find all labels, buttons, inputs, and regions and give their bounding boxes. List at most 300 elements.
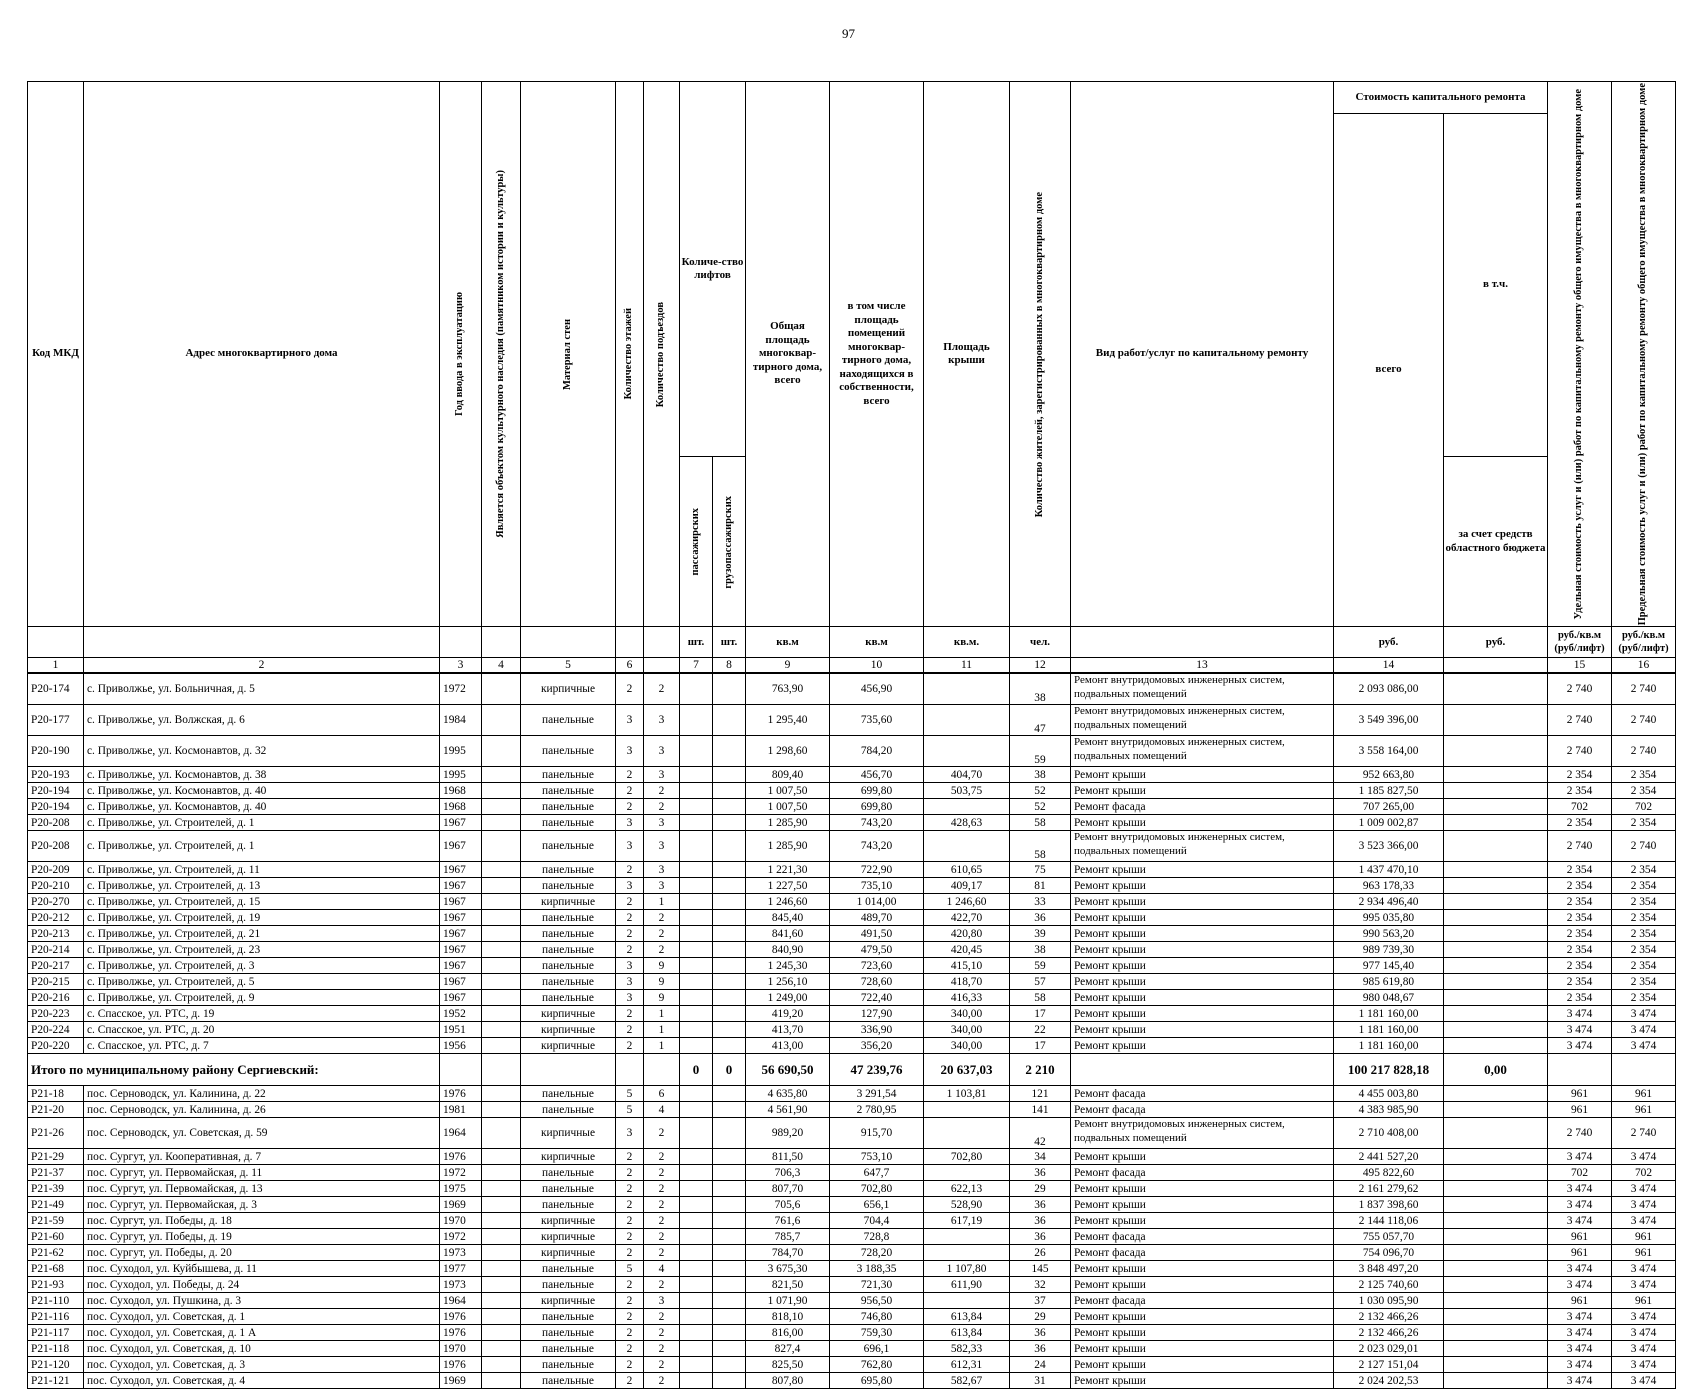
cell-residents: 22 bbox=[1010, 1022, 1071, 1038]
total-lifts-passenger: 0 bbox=[680, 1054, 713, 1086]
cell-max-cost: 3 474 bbox=[1612, 1038, 1676, 1054]
cell-total-area: 1 007,50 bbox=[746, 799, 830, 815]
cell-lifts-cargo bbox=[713, 974, 746, 990]
cell-wall-material: панельные bbox=[521, 942, 616, 958]
table-row bbox=[28, 673, 1676, 705]
col-max-cost-header: Предельная стоимость услуг и (или) работ по капитальному ремонту общего имущества в многоквартирном доме bbox=[1612, 82, 1676, 627]
cell-entrances: 2 bbox=[644, 1309, 680, 1325]
cell-entrances: 2 bbox=[644, 1373, 680, 1389]
cell-max-cost: 3 474 bbox=[1612, 1357, 1676, 1373]
cell-max-cost: 961 bbox=[1612, 1245, 1676, 1261]
cell-roof-area: 404,70 bbox=[924, 767, 1010, 783]
cell-work-type: Ремонт крыши bbox=[1071, 1357, 1334, 1373]
cell-entrances: 2 bbox=[644, 1213, 680, 1229]
cell-owned-area: 743,20 bbox=[830, 831, 924, 862]
cell-address: пос. Сургут, ул. Победы, д. 19 bbox=[84, 1229, 440, 1245]
cell-lifts-cargo bbox=[713, 1149, 746, 1165]
cell-max-cost: 3 474 bbox=[1612, 1197, 1676, 1213]
cell-residents: 52 bbox=[1010, 783, 1071, 799]
cell-total-area: 1 285,90 bbox=[746, 815, 830, 831]
table-row bbox=[28, 1197, 1676, 1213]
cell-total-area: 841,60 bbox=[746, 926, 830, 942]
cell-lifts-cargo bbox=[713, 1245, 746, 1261]
cell-entrances: 2 bbox=[644, 1245, 680, 1261]
cell-cost-total: 995 035,80 bbox=[1334, 910, 1444, 926]
cell-floors: 2 bbox=[616, 926, 644, 942]
cell-roof-area: 1 107,80 bbox=[924, 1261, 1010, 1277]
cell-mkd-code: Р21-62 bbox=[28, 1245, 84, 1261]
cell-lifts-passenger bbox=[680, 1149, 713, 1165]
cell-lifts-cargo bbox=[713, 1341, 746, 1357]
cell-work-type: Ремонт крыши bbox=[1071, 926, 1334, 942]
cell-entrances: 3 bbox=[644, 767, 680, 783]
cell-address: с. Приволжье, ул. Больничная, д. 5 bbox=[84, 673, 440, 705]
cell-cost-total: 2 161 279,62 bbox=[1334, 1181, 1444, 1197]
table-row bbox=[28, 1357, 1676, 1373]
cell-lifts-passenger bbox=[680, 1357, 713, 1373]
cell-owned-area: 762,80 bbox=[830, 1357, 924, 1373]
cell-address: с. Приволжье, ул. Волжская, д. 6 bbox=[84, 705, 440, 736]
cell-entrances: 2 bbox=[644, 1165, 680, 1181]
cell-residents: 37 bbox=[1010, 1293, 1071, 1309]
cell-entrances: 3 bbox=[644, 705, 680, 736]
cell-mkd-code: Р20-193 bbox=[28, 767, 84, 783]
cell-entrances: 2 bbox=[644, 1149, 680, 1165]
cell-roof-area: 340,00 bbox=[924, 1006, 1010, 1022]
cell-cost-total: 977 145,40 bbox=[1334, 958, 1444, 974]
cell-residents: 36 bbox=[1010, 1325, 1071, 1341]
cell-lifts-passenger bbox=[680, 1022, 713, 1038]
cell-mkd-code: Р21-18 bbox=[28, 1086, 84, 1102]
cell-lifts-passenger bbox=[680, 862, 713, 878]
cell-floors: 2 bbox=[616, 894, 644, 910]
cell-total-area: 1 007,50 bbox=[746, 783, 830, 799]
cell-owned-area: 489,70 bbox=[830, 910, 924, 926]
cell-lifts-cargo bbox=[713, 958, 746, 974]
cell-floors: 2 bbox=[616, 767, 644, 783]
cell-work-type: Ремонт внутридомовых инженерных систем, подвальных помещений bbox=[1071, 831, 1334, 862]
cell-roof-area: 415,10 bbox=[924, 958, 1010, 974]
cell-owned-area: 728,8 bbox=[830, 1229, 924, 1245]
cell-mkd-code: Р20-223 bbox=[28, 1006, 84, 1022]
cell-entrances: 3 bbox=[644, 831, 680, 862]
cell-wall-material: кирпичные bbox=[521, 1245, 616, 1261]
cell-max-cost: 3 474 bbox=[1612, 1309, 1676, 1325]
cell-total-area: 763,90 bbox=[746, 673, 830, 705]
cell-heritage bbox=[482, 1277, 521, 1293]
col-cost-regional-header: за счет средств областного бюджета bbox=[1444, 457, 1548, 627]
cell-lifts-cargo bbox=[713, 910, 746, 926]
cell-lifts-cargo bbox=[713, 942, 746, 958]
cell-residents: 36 bbox=[1010, 1341, 1071, 1357]
cell-max-cost: 2 354 bbox=[1612, 862, 1676, 878]
cell-max-cost: 2 354 bbox=[1612, 990, 1676, 1006]
cell-roof-area bbox=[924, 1118, 1010, 1149]
cell-work-type: Ремонт крыши bbox=[1071, 894, 1334, 910]
cell-year-built: 1972 bbox=[440, 1229, 482, 1245]
cell-owned-area: 647,7 bbox=[830, 1165, 924, 1181]
cell-mkd-code: Р20-214 bbox=[28, 942, 84, 958]
cell-heritage bbox=[482, 1213, 521, 1229]
cell-residents: 52 bbox=[1010, 799, 1071, 815]
cell-address: с. Приволжье, ул. Строителей, д. 23 bbox=[84, 942, 440, 958]
cell-unit-cost: 3 474 bbox=[1548, 1213, 1612, 1229]
cell-address: пос. Суходол, ул. Куйбышева, д. 11 bbox=[84, 1261, 440, 1277]
table-row bbox=[28, 1245, 1676, 1261]
cell-address: с. Приволжье, ул. Космонавтов, д. 38 bbox=[84, 767, 440, 783]
cell-cost-regional bbox=[1444, 1213, 1548, 1229]
cell-work-type: Ремонт фасада bbox=[1071, 1086, 1334, 1102]
cell-residents: 17 bbox=[1010, 1038, 1071, 1054]
cell-entrances: 1 bbox=[644, 1022, 680, 1038]
cell-mkd-code: Р21-49 bbox=[28, 1197, 84, 1213]
cell-lifts-passenger bbox=[680, 942, 713, 958]
table-row bbox=[28, 1022, 1676, 1038]
table-row bbox=[28, 1293, 1676, 1309]
cell-owned-area: 695,80 bbox=[830, 1373, 924, 1389]
cell-unit-cost: 961 bbox=[1548, 1245, 1612, 1261]
cell-year-built: 1967 bbox=[440, 958, 482, 974]
table-row bbox=[28, 910, 1676, 926]
cell-heritage bbox=[482, 1149, 521, 1165]
cell-wall-material: панельные bbox=[521, 1261, 616, 1277]
cell-total-area: 4 561,90 bbox=[746, 1102, 830, 1118]
cell-residents: 33 bbox=[1010, 894, 1071, 910]
cell-roof-area: 340,00 bbox=[924, 1038, 1010, 1054]
cell-floors: 3 bbox=[616, 1118, 644, 1149]
cell-owned-area: 728,60 bbox=[830, 974, 924, 990]
cell-work-type: Ремонт внутридомовых инженерных систем, подвальных помещений bbox=[1071, 736, 1334, 767]
cell-roof-area: 416,33 bbox=[924, 990, 1010, 1006]
table-row bbox=[28, 1229, 1676, 1245]
cell-owned-area: 456,70 bbox=[830, 767, 924, 783]
cell-work-type: Ремонт крыши bbox=[1071, 1197, 1334, 1213]
cell-cost-total: 1 009 002,87 bbox=[1334, 815, 1444, 831]
cell-lifts-cargo bbox=[713, 878, 746, 894]
total-row bbox=[28, 1054, 1676, 1086]
total-area: 56 690,50 bbox=[746, 1054, 830, 1086]
cell-mkd-code: Р21-120 bbox=[28, 1357, 84, 1373]
cell-owned-area: 728,20 bbox=[830, 1245, 924, 1261]
cell-wall-material: панельные bbox=[521, 862, 616, 878]
cell-heritage bbox=[482, 705, 521, 736]
cell-work-type: Ремонт крыши bbox=[1071, 1213, 1334, 1229]
total-owned-area: 47 239,76 bbox=[830, 1054, 924, 1086]
col-lifts-passenger-header: пассажирских bbox=[680, 457, 713, 627]
cell-residents: 36 bbox=[1010, 1229, 1071, 1245]
cell-entrances: 9 bbox=[644, 974, 680, 990]
cell-entrances: 2 bbox=[644, 1181, 680, 1197]
col-heritage-header: Является объектом культурного наследия (памятником истории и культуры) bbox=[482, 82, 521, 627]
cell-roof-area: 409,17 bbox=[924, 878, 1010, 894]
cell-cost-total: 2 024 202,53 bbox=[1334, 1373, 1444, 1389]
col-lifts-header: Количе-ство лифтов bbox=[680, 82, 746, 457]
cell-wall-material: кирпичные bbox=[521, 894, 616, 910]
cell-roof-area: 528,90 bbox=[924, 1197, 1010, 1213]
cell-work-type: Ремонт крыши bbox=[1071, 1309, 1334, 1325]
cell-total-area: 3 675,30 bbox=[746, 1261, 830, 1277]
cell-lifts-passenger bbox=[680, 831, 713, 862]
cell-lifts-cargo bbox=[713, 990, 746, 1006]
cell-unit-cost: 961 bbox=[1548, 1293, 1612, 1309]
cell-roof-area: 610,65 bbox=[924, 862, 1010, 878]
cell-lifts-passenger bbox=[680, 1006, 713, 1022]
cell-residents: 34 bbox=[1010, 1149, 1071, 1165]
cell-year-built: 1976 bbox=[440, 1357, 482, 1373]
cell-cost-total: 952 663,80 bbox=[1334, 767, 1444, 783]
cell-floors: 2 bbox=[616, 942, 644, 958]
cell-wall-material: панельные bbox=[521, 910, 616, 926]
cell-entrances: 6 bbox=[644, 1086, 680, 1102]
cell-mkd-code: Р20-209 bbox=[28, 862, 84, 878]
cell-address: с. Приволжье, ул. Строителей, д. 9 bbox=[84, 990, 440, 1006]
cell-cost-total: 2 132 466,26 bbox=[1334, 1325, 1444, 1341]
cell-cost-total: 2 144 118,06 bbox=[1334, 1213, 1444, 1229]
cell-floors: 3 bbox=[616, 990, 644, 1006]
cell-wall-material: панельные bbox=[521, 815, 616, 831]
cell-work-type: Ремонт крыши bbox=[1071, 878, 1334, 894]
cell-cost-regional bbox=[1444, 815, 1548, 831]
cell-roof-area bbox=[924, 736, 1010, 767]
cell-cost-regional bbox=[1444, 736, 1548, 767]
cell-mkd-code: Р20-177 bbox=[28, 705, 84, 736]
cell-heritage bbox=[482, 783, 521, 799]
col-roof-area-header: Площадь крыши bbox=[924, 82, 1010, 627]
cell-residents: 58 bbox=[1010, 990, 1071, 1006]
cell-owned-area: 753,10 bbox=[830, 1149, 924, 1165]
cell-lifts-cargo bbox=[713, 767, 746, 783]
cell-wall-material: панельные bbox=[521, 1373, 616, 1389]
cell-cost-total: 707 265,00 bbox=[1334, 799, 1444, 815]
cell-entrances: 2 bbox=[644, 799, 680, 815]
cell-lifts-passenger bbox=[680, 1181, 713, 1197]
cell-lifts-cargo bbox=[713, 926, 746, 942]
cell-roof-area: 1 103,81 bbox=[924, 1086, 1010, 1102]
col-unit-cost-header: Удельная стоимость услуг и (или) работ по капитальному ремонту общего имущества в многоквартирном доме bbox=[1548, 82, 1612, 627]
cell-cost-regional bbox=[1444, 894, 1548, 910]
cell-total-area: 807,80 bbox=[746, 1373, 830, 1389]
cell-address: с. Спасское, ул. РТС, д. 19 bbox=[84, 1006, 440, 1022]
cell-lifts-passenger bbox=[680, 1261, 713, 1277]
total-label: Итого по муниципальному району Сергиевский: bbox=[28, 1054, 440, 1086]
cell-owned-area: 696,1 bbox=[830, 1341, 924, 1357]
cell-entrances: 2 bbox=[644, 926, 680, 942]
cell-wall-material: панельные bbox=[521, 958, 616, 974]
cell-cost-total: 1 181 160,00 bbox=[1334, 1038, 1444, 1054]
cell-residents: 26 bbox=[1010, 1245, 1071, 1261]
cell-total-area: 413,00 bbox=[746, 1038, 830, 1054]
cell-floors: 3 bbox=[616, 815, 644, 831]
cell-mkd-code: Р20-174 bbox=[28, 673, 84, 705]
cell-owned-area: 735,10 bbox=[830, 878, 924, 894]
cell-max-cost: 2 354 bbox=[1612, 783, 1676, 799]
cell-entrances: 2 bbox=[644, 1277, 680, 1293]
cell-heritage bbox=[482, 1165, 521, 1181]
cell-total-area: 811,50 bbox=[746, 1149, 830, 1165]
cell-unit-cost: 2 740 bbox=[1548, 673, 1612, 705]
cell-wall-material: кирпичные bbox=[521, 1213, 616, 1229]
cell-unit-cost: 2 354 bbox=[1548, 974, 1612, 990]
cell-heritage bbox=[482, 815, 521, 831]
col-cost-incl-header: в т.ч. bbox=[1444, 114, 1548, 457]
cell-unit-cost: 3 474 bbox=[1548, 1038, 1612, 1054]
cell-cost-total: 1 437 470,10 bbox=[1334, 862, 1444, 878]
cell-cost-regional bbox=[1444, 767, 1548, 783]
col-cost-total-header: всего bbox=[1334, 114, 1444, 627]
cell-max-cost: 2 740 bbox=[1612, 736, 1676, 767]
table-row bbox=[28, 1325, 1676, 1341]
cell-max-cost: 961 bbox=[1612, 1293, 1676, 1309]
cell-mkd-code: Р21-118 bbox=[28, 1341, 84, 1357]
cell-work-type: Ремонт крыши bbox=[1071, 783, 1334, 799]
cell-floors: 2 bbox=[616, 1341, 644, 1357]
cell-residents: 17 bbox=[1010, 1006, 1071, 1022]
cell-heritage bbox=[482, 1006, 521, 1022]
cell-cost-regional bbox=[1444, 942, 1548, 958]
cell-max-cost: 961 bbox=[1612, 1102, 1676, 1118]
cell-address: с. Приволжье, ул. Строителей, д. 11 bbox=[84, 862, 440, 878]
cell-roof-area: 420,45 bbox=[924, 942, 1010, 958]
cell-work-type: Ремонт крыши bbox=[1071, 1181, 1334, 1197]
table-body-sergievsky bbox=[28, 673, 1676, 1054]
cell-cost-regional bbox=[1444, 1277, 1548, 1293]
cell-mkd-code: Р20-194 bbox=[28, 783, 84, 799]
cell-floors: 2 bbox=[616, 1181, 644, 1197]
cell-owned-area: 721,30 bbox=[830, 1277, 924, 1293]
cell-wall-material: панельные bbox=[521, 1309, 616, 1325]
cell-address: с. Приволжье, ул. Строителей, д. 15 bbox=[84, 894, 440, 910]
cell-residents: 24 bbox=[1010, 1357, 1071, 1373]
cell-total-area: 706,3 bbox=[746, 1165, 830, 1181]
cell-cost-regional bbox=[1444, 1181, 1548, 1197]
cell-total-area: 1 298,60 bbox=[746, 736, 830, 767]
col-code-header: Код МКД bbox=[28, 82, 84, 627]
cell-work-type: Ремонт крыши bbox=[1071, 958, 1334, 974]
cell-heritage bbox=[482, 1245, 521, 1261]
cell-lifts-cargo bbox=[713, 1373, 746, 1389]
cell-unit-cost: 3 474 bbox=[1548, 1149, 1612, 1165]
cell-year-built: 1967 bbox=[440, 894, 482, 910]
cell-year-built: 1973 bbox=[440, 1277, 482, 1293]
cell-lifts-passenger bbox=[680, 1277, 713, 1293]
cell-mkd-code: Р21-26 bbox=[28, 1118, 84, 1149]
table-row bbox=[28, 1309, 1676, 1325]
cell-year-built: 1967 bbox=[440, 878, 482, 894]
cell-residents: 141 bbox=[1010, 1102, 1071, 1118]
cell-lifts-cargo bbox=[713, 1325, 746, 1341]
cell-wall-material: панельные bbox=[521, 990, 616, 1006]
cell-wall-material: панельные bbox=[521, 1325, 616, 1341]
cell-year-built: 1976 bbox=[440, 1325, 482, 1341]
cell-floors: 3 bbox=[616, 974, 644, 990]
cell-mkd-code: Р21-68 bbox=[28, 1261, 84, 1277]
cell-entrances: 3 bbox=[644, 862, 680, 878]
cell-unit-cost: 961 bbox=[1548, 1229, 1612, 1245]
cell-lifts-passenger bbox=[680, 767, 713, 783]
cell-lifts-cargo bbox=[713, 1006, 746, 1022]
cell-mkd-code: Р20-213 bbox=[28, 926, 84, 942]
table-row bbox=[28, 1038, 1676, 1054]
cell-work-type: Ремонт фасада bbox=[1071, 1293, 1334, 1309]
cell-total-area: 840,90 bbox=[746, 942, 830, 958]
cell-entrances: 3 bbox=[644, 815, 680, 831]
cell-lifts-passenger bbox=[680, 736, 713, 767]
cell-heritage bbox=[482, 1197, 521, 1213]
cell-lifts-cargo bbox=[713, 736, 746, 767]
cell-unit-cost: 2 740 bbox=[1548, 736, 1612, 767]
page-number: 97 bbox=[842, 26, 855, 41]
total-residents: 2 210 bbox=[1010, 1054, 1071, 1086]
cell-lifts-cargo bbox=[713, 831, 746, 862]
cell-lifts-cargo bbox=[713, 1022, 746, 1038]
cell-owned-area: 915,70 bbox=[830, 1118, 924, 1149]
cell-wall-material: панельные bbox=[521, 1181, 616, 1197]
cell-year-built: 1995 bbox=[440, 736, 482, 767]
cell-unit-cost: 3 474 bbox=[1548, 1357, 1612, 1373]
cell-roof-area: 503,75 bbox=[924, 783, 1010, 799]
cell-cost-regional bbox=[1444, 1261, 1548, 1277]
cell-total-area: 827,4 bbox=[746, 1341, 830, 1357]
cell-address: пос. Сургут, ул. Победы, д. 20 bbox=[84, 1245, 440, 1261]
cell-lifts-cargo bbox=[713, 862, 746, 878]
cell-cost-regional bbox=[1444, 974, 1548, 990]
cell-total-area: 845,40 bbox=[746, 910, 830, 926]
cell-address: с. Приволжье, ул. Космонавтов, д. 32 bbox=[84, 736, 440, 767]
cell-entrances: 3 bbox=[644, 736, 680, 767]
cell-year-built: 1967 bbox=[440, 942, 482, 958]
cell-mkd-code: Р20-210 bbox=[28, 878, 84, 894]
col-residents-header: Количество жителей, зарегистрированных в многоквартирном доме bbox=[1010, 82, 1071, 627]
cell-cost-total: 2 934 496,40 bbox=[1334, 894, 1444, 910]
cell-lifts-cargo bbox=[713, 815, 746, 831]
cell-unit-cost: 3 474 bbox=[1548, 1261, 1612, 1277]
cell-work-type: Ремонт внутридомовых инженерных систем, подвальных помещений bbox=[1071, 705, 1334, 736]
cell-cost-regional bbox=[1444, 1245, 1548, 1261]
cell-cost-regional bbox=[1444, 990, 1548, 1006]
table-row bbox=[28, 1086, 1676, 1102]
cell-cost-total: 4 383 985,90 bbox=[1334, 1102, 1444, 1118]
col-total-area-header: Общая площадь многоквар-тирного дома, всего bbox=[746, 82, 830, 627]
cell-entrances: 1 bbox=[644, 1038, 680, 1054]
cell-address: пос. Суходол, ул. Советская, д. 3 bbox=[84, 1357, 440, 1373]
cell-heritage bbox=[482, 1022, 521, 1038]
cell-unit-cost: 3 474 bbox=[1548, 1006, 1612, 1022]
cell-address: пос. Серноводск, ул. Калинина, д. 26 bbox=[84, 1102, 440, 1118]
cell-year-built: 1968 bbox=[440, 783, 482, 799]
cell-floors: 3 bbox=[616, 736, 644, 767]
cell-unit-cost: 2 740 bbox=[1548, 831, 1612, 862]
cell-unit-cost: 2 740 bbox=[1548, 705, 1612, 736]
cell-total-area: 1 071,90 bbox=[746, 1293, 830, 1309]
cell-residents: 38 bbox=[1010, 767, 1071, 783]
cell-heritage bbox=[482, 974, 521, 990]
cell-max-cost: 2 354 bbox=[1612, 894, 1676, 910]
cell-unit-cost: 3 474 bbox=[1548, 1325, 1612, 1341]
cell-work-type: Ремонт фасада bbox=[1071, 1102, 1334, 1118]
cell-wall-material: панельные bbox=[521, 1357, 616, 1373]
cell-roof-area: 613,84 bbox=[924, 1309, 1010, 1325]
cell-year-built: 1967 bbox=[440, 974, 482, 990]
cell-heritage bbox=[482, 1325, 521, 1341]
cell-residents: 29 bbox=[1010, 1309, 1071, 1325]
cell-year-built: 1995 bbox=[440, 767, 482, 783]
total-lifts-cargo: 0 bbox=[713, 1054, 746, 1086]
cell-lifts-cargo bbox=[713, 1309, 746, 1325]
cell-address: пос. Суходол, ул. Советская, д. 4 bbox=[84, 1373, 440, 1389]
cell-max-cost: 961 bbox=[1612, 1229, 1676, 1245]
cell-heritage bbox=[482, 1309, 521, 1325]
cell-mkd-code: Р21-20 bbox=[28, 1102, 84, 1118]
